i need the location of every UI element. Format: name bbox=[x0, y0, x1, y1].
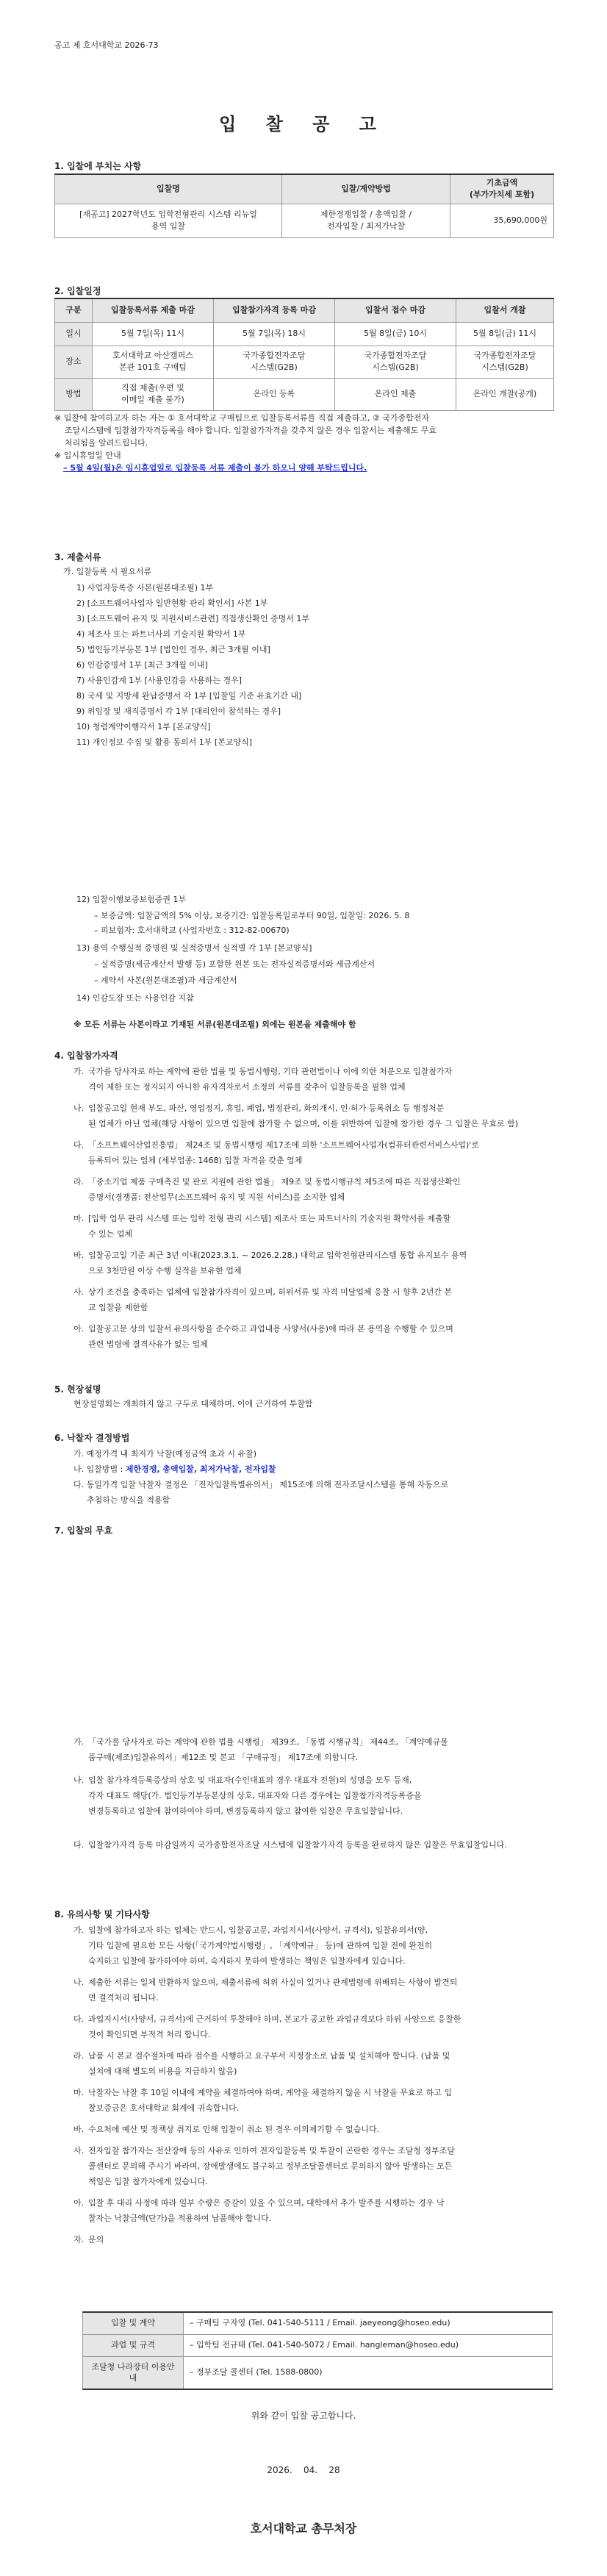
eligibility-line: 입찰공고일 기준 최근 3년 이내(2023.3.1. ~ 2026.2.28.) 대학교 입학전형관리시스템 통합 유지보수 용역 bbox=[88, 1251, 467, 1260]
schedule-note-line: ※ 입찰에 참여하고자 하는 자는 ① 호서대학교 구매팀으로 입찰등록서류를 직접 제출하고, ② 국가종합전자 bbox=[54, 413, 430, 423]
award-method-c1: 다. 동일가격 입찰 낙찰자 결정은 「전자입찰특별유의서」 제15조에 의해 전자조달시스템을 통해 자동으로 bbox=[73, 1480, 449, 1489]
required-doc-item: 5) 법인등기부등본 1부 [법인인 경우, 최근 3개월 이내] bbox=[76, 645, 270, 654]
invalid-bid-line: 변경등록하고 입찰에 참여하여야 하며, 변경등록하지 않고 참여한 입찰은 무효입찰입니다. bbox=[88, 1806, 403, 1816]
note-label: 마. bbox=[73, 2088, 85, 2097]
required-doc-item: 4) 제조사 또는 파트너사의 기술지원 확약서 1부 bbox=[76, 629, 246, 639]
sched-row-place bbox=[55, 346, 554, 378]
invalid-bid-label: 나. bbox=[73, 1775, 85, 1785]
award-method-b bbox=[73, 1464, 276, 1475]
invalid-bid-line: 입찰참가자격 등록 마감일까지 국가종합전자조달 시스템에 입찰참가자격 등록을 완료하지 않은 입찰은 무효입찰입니다. bbox=[88, 1840, 507, 1850]
site-briefing-text: 현장설명회는 개최하지 않고 구두로 대체하며, 이에 근거하여 투찰함 bbox=[73, 1399, 313, 1409]
note-label: 아. bbox=[73, 2198, 85, 2208]
sched-col-register: 입찰참가자격 등록 마감 bbox=[214, 298, 335, 322]
sched-open-method: 온라인 개찰(공개) bbox=[456, 378, 554, 410]
note-line: 낙찰자는 낙찰 후 10일 이내에 계약을 체결하여야 하며, 계약을 체결하지 않을 시 낙찰을 무효로 하고 입 bbox=[88, 2088, 452, 2097]
section-8-heading: 8. 유의사항 및 기타사항 bbox=[54, 1909, 150, 1920]
required-doc-item: – 보증금액: 입찰금액의 5% 이상, 보증기간: 입찰등록일로부터 90일, 입찰일: 2026. 5. 8 bbox=[94, 911, 410, 920]
required-doc-item: 6) 인감증명서 1부 [최근 3개월 이내] bbox=[76, 660, 208, 670]
invalid-bid-line: 입찰 참가자격등록증상의 상호 및 대표자(수인대표의 경우 대표자 전원)의 성명을 모두 등재, bbox=[88, 1775, 412, 1785]
eligibility-line: 「소프트웨어산업진흥법」 제24조 및 동법시행령 제17조에 의한 '소프트웨어사업자(컴퓨터관련서비스사업)'로 bbox=[88, 1140, 479, 1150]
required-doc-item: 11) 개인정보 수집 및 활용 동의서 1부 [본교양식] bbox=[76, 737, 252, 747]
method-l2: 전자입찰 / 최저가낙찰 bbox=[326, 221, 406, 231]
g2b-l1: 국가종합전자조달 bbox=[364, 351, 427, 361]
eligibility-line: 된 업체가 아닌 업체(해당 사항이 있으면 입찰에 참가할 수 없으며, 이를 위반하여 입찰에 참가한 경우 그 입찰은 무효로 함) bbox=[88, 1119, 519, 1128]
eligibility-line: 으로 3천만원 이상 수행 실적을 보유한 업체 bbox=[88, 1266, 242, 1276]
eligibility-line: [입학 업무 관리 시스템 또는 입학 전형 관리 시스템] 제조사 또는 파트너사의 기술지원 확약서를 제출할 bbox=[88, 1214, 451, 1223]
required-doc-item: 13) 용역 수행실적 증명원 및 실적증명서 실적별 각 1부 [본교양식] bbox=[76, 943, 312, 953]
note-line: 콜센터로 문의해 주시기 바라며, 장애발생에도 불구하고 정부조달콜센터로 문의하지 않아 발생하는 모든 bbox=[88, 2161, 453, 2171]
section-7-heading: 7. 입찰의 무효 bbox=[54, 1525, 113, 1536]
method-l1: 직접 제출(우편 및 bbox=[121, 383, 184, 393]
invalid-bid-label: 다. bbox=[73, 1840, 85, 1850]
bid-name-l2: 용역 입찰 bbox=[151, 221, 185, 231]
sched-label-place: 장소 bbox=[55, 346, 93, 378]
note-line: 입찰에 참가하고자 하는 업체는 반드시, 입찰공고문, 과업지시서(사양서, 규격서), 입찰유의서(양, bbox=[88, 1925, 428, 1935]
section-1-heading: 1. 입찰에 부치는 사항 bbox=[54, 161, 142, 171]
section-2-heading: 2. 입찰일정 bbox=[54, 286, 101, 296]
sched-col-open: 입찰서 개찰 bbox=[456, 298, 554, 322]
sched-register-method: 온라인 등록 bbox=[214, 378, 335, 410]
contact-value: – 입학팀 전규태 (Tel. 041-540-5072 / Email. hangleman@hoseo.edu) bbox=[184, 2334, 553, 2356]
note-line: 과업지시서(사양서, 규격서)에 근거하여 투찰해야 하며, 본교가 공고한 과업규격보다 하위 사양으로 응찰한 bbox=[88, 2014, 461, 2024]
required-doc-item: 9) 위임장 및 재직증명서 각 1부 [대리인이 참석하는 경우] bbox=[76, 706, 281, 716]
schedule-note-line: 처리됨을 알려드립니다. bbox=[65, 438, 148, 448]
notice-date: 2026. 04. 28 bbox=[267, 2465, 340, 2475]
sched-open-datetime: 5월 8일(금) 11시 bbox=[456, 322, 554, 346]
sched-open-place bbox=[456, 346, 554, 378]
notice-number: 공고 제 호서대학교 2026-73 bbox=[54, 40, 159, 50]
required-doc-item: 3) [소프트웨어 유지 및 지원서비스관련] 직접생산확인 증명서 1부 bbox=[76, 614, 309, 623]
eligibility-line: 수 있는 업체 bbox=[88, 1229, 133, 1239]
contact-row bbox=[83, 2334, 553, 2356]
sched-row-datetime bbox=[55, 322, 554, 346]
eligibility-line: 입찰공고문 상의 입찰서 유의사항을 준수하고 과업내용 사양서(사용)에 따라 본 용역을 수행할 수 있으며 bbox=[88, 1324, 453, 1334]
award-method-b-label: 나. 입찰방법 : bbox=[73, 1464, 123, 1474]
note-label: 사. bbox=[73, 2146, 85, 2155]
g2b-l1: 국가종합전자조달 bbox=[473, 351, 536, 361]
note-line: 기타 입찰에 필요한 모든 사항(「국가계약법시행령」, 「계약예규」 등)에 관하여 입찰 전에 완전히 bbox=[88, 1941, 433, 1950]
contact-value: – 정부조달 콜센터 (Tel. 1588-0800) bbox=[184, 2356, 553, 2389]
schedule-note-line: ※ 입시휴업일 안내 bbox=[54, 451, 121, 461]
holiday-warning: – 5월 4일(월)은 임시휴업일로 입찰등록 서류 제출이 불가 하오니 양해 부탁드립니다. bbox=[63, 463, 367, 473]
note-line: 전자입찰 참가자는 전산장애 등의 사유로 인하여 전자입찰등록 및 투찰이 곤란한 경우는 조달청 정부조달 bbox=[88, 2146, 455, 2155]
section-4-heading: 4. 입찰참가자격 bbox=[54, 1051, 118, 1061]
note-label: 가. bbox=[73, 1925, 85, 1935]
sched-col-docs: 입찰등록서류 제출 마감 bbox=[93, 298, 214, 322]
docs-final-note: ※ 모든 서류는 사본이라고 기재된 서류(원본대조필) 외에는 원본을 제출해야 함 bbox=[73, 1020, 356, 1029]
required-doc-item: 7) 사용인감계 1부 [사용인감을 사용하는 경우] bbox=[76, 676, 242, 685]
section-5-heading: 5. 현장설명 bbox=[54, 1384, 101, 1395]
required-doc-item: 1) 사업자등록증 사본(원본대조필) 1부 bbox=[76, 583, 214, 593]
sched-col-type: 구분 bbox=[55, 298, 93, 322]
sched-label-datetime: 일시 bbox=[55, 322, 93, 346]
award-method-a: 가. 예정가격 내 최저가 낙찰(예정금액 초과 시 유찰) bbox=[73, 1449, 257, 1459]
section-3-heading: 3. 제출서류 bbox=[54, 552, 101, 562]
note-label: 나. bbox=[73, 1978, 85, 1987]
sched-col-submit: 입찰서 접수 마감 bbox=[335, 298, 456, 322]
sched-submit-method: 온라인 제출 bbox=[335, 378, 456, 410]
col-base-amount-l2: (부가가치세 포함) bbox=[469, 190, 535, 200]
contact-label: 과업 및 규격 bbox=[83, 2334, 184, 2356]
contact-row bbox=[83, 2312, 553, 2334]
schedule-notes bbox=[54, 412, 554, 474]
eligibility-line: 상기 조건을 충족하는 업체에 입찰참가자격이 있으며, 허위서류 및 자격 미달업체 응찰 시 향후 2년간 본 bbox=[88, 1287, 453, 1297]
method-l2: 이메일 제출 불가) bbox=[121, 395, 184, 404]
required-doc-item: 10) 청렴계약이행각서 1부 [본교양식] bbox=[76, 722, 211, 731]
note-line: 숙지하고 입찰에 참가하여야 하며, 숙지하지 못하여 발생하는 책임은 입찰자에게 있습니다. bbox=[88, 1956, 406, 1966]
eligibility-line: 교 입찰을 제한함 bbox=[88, 1303, 148, 1312]
required-doc-item: – 실적증명(세금계산서 발행 등) 포함한 원본 또는 전자실적증명서와 세금계산서 bbox=[94, 959, 376, 969]
method-l1: 제한경쟁입찰 / 총액입찰 / bbox=[320, 210, 412, 220]
place-l2: 본관 101호 구매팀 bbox=[119, 362, 187, 372]
eligibility-label: 가. bbox=[73, 1067, 85, 1076]
col-bid-name: 입찰명 bbox=[55, 174, 282, 204]
eligibility-line: 격이 제한 또는 정지되지 아니한 유자격자로서 소정의 서류를 갖추어 입찰등록을 필한 업체 bbox=[88, 1082, 406, 1092]
schedule-note-line: 조달시스템에 입찰참가자격등록을 해야 합니다. 입찰참가자격을 갖추지 않은 경우 입찰서는 제출해도 무효 bbox=[65, 426, 437, 436]
note-line: 문의 bbox=[88, 2235, 104, 2244]
invalid-bid-label: 가. bbox=[73, 1737, 85, 1747]
note-line: 면 결격처리 됩니다. bbox=[88, 1993, 159, 2003]
g2b-l2: 시스템(G2B) bbox=[372, 362, 419, 372]
eligibility-label: 다. bbox=[73, 1140, 85, 1150]
col-base-amount bbox=[450, 174, 554, 204]
note-line: 납품 시 본교 검수절차에 따라 검수를 시행하고 요구부서 지정장소로 납품 및 설치해야 합니다. (납품 및 bbox=[88, 2051, 450, 2061]
section-6-heading: 6. 낙찰자 결정방법 bbox=[54, 1433, 130, 1443]
bid-items-table bbox=[54, 173, 554, 238]
eligibility-line: 관련 법령에 결격사유가 없는 업체 bbox=[88, 1339, 208, 1349]
contact-label: 입찰 및 계약 bbox=[83, 2312, 184, 2334]
sched-register-place bbox=[214, 346, 335, 378]
eligibility-line: 「중소기업 제품 구매촉진 및 판로 지원에 관한 법률」 제9조 및 동법시행규칙 제5조에 따른 직접생산확인 bbox=[88, 1177, 461, 1187]
required-doc-item: 2) [소프트웨어사업자 일반현황 관리 확인서] 사본 1부 bbox=[76, 598, 268, 608]
col-base-amount-l1: 기초금액 bbox=[486, 178, 518, 188]
note-line: 설치에 대해 별도의 비용을 지급하지 않음) bbox=[88, 2067, 237, 2076]
invalid-bid-line: 「국가를 당사자로 하는 계약에 관한 법률 시행령」 제39조, 「동법 시행규칙」 제44조, 「계약예규물 bbox=[88, 1737, 448, 1747]
g2b-l1: 국가종합전자조달 bbox=[243, 351, 306, 361]
schedule-table bbox=[54, 298, 554, 411]
contact-table bbox=[82, 2311, 553, 2390]
contract-method-cell bbox=[282, 204, 450, 237]
sched-submit-datetime: 5월 8일(금) 10시 bbox=[335, 322, 456, 346]
note-line: 수요처에 예산 및 정책상 취지로 인해 입찰이 취소 된 경우 이의제기할 수 없습니다. bbox=[88, 2125, 380, 2134]
sched-register-datetime: 5월 7일(목) 18시 bbox=[214, 322, 335, 346]
eligibility-label: 라. bbox=[73, 1177, 85, 1187]
sched-label-method: 방법 bbox=[55, 378, 93, 410]
bid-name-l1: [재공고] 2027학년도 입학전형관리 시스템 리뉴얼 bbox=[79, 210, 257, 220]
required-doc-item: 14) 인감도장 또는 사용인감 지참 bbox=[76, 993, 194, 1003]
note-label: 자. bbox=[73, 2235, 85, 2244]
note-line: 찰보증금은 호서대학교 회계에 귀속합니다. bbox=[88, 2103, 240, 2113]
note-label: 바. bbox=[73, 2125, 85, 2134]
eligibility-label: 나. bbox=[73, 1103, 85, 1113]
eligibility-line: 등록되어 있는 업체 (세부업종: 1468) 입찰 자격을 갖춘 업체 bbox=[88, 1156, 303, 1165]
g2b-l2: 시스템(G2B) bbox=[251, 362, 298, 372]
contact-row bbox=[83, 2356, 553, 2389]
note-label: 다. bbox=[73, 2014, 85, 2024]
signature: 호서대학교 총무처장 bbox=[250, 2522, 357, 2536]
invalid-bid-line: 품구매(제조)입찰유의서」제12조 및 본교 「구매규정」 제17조에 의함니다. bbox=[88, 1753, 358, 1762]
page-title: 입 찰 공 고 bbox=[219, 114, 388, 135]
required-doc-item: 8) 국세 및 지방세 완납증명서 각 1부 [입찰일 기준 유효기간 내] bbox=[76, 691, 302, 701]
eligibility-label: 아. bbox=[73, 1324, 85, 1334]
bid-name-cell bbox=[55, 204, 282, 237]
eligibility-label: 마. bbox=[73, 1214, 85, 1223]
g2b-l2: 시스템(G2B) bbox=[481, 362, 528, 372]
required-doc-item: 12) 입찰이행보증보험증권 1부 bbox=[76, 895, 187, 904]
note-line: 책임은 입찰 참가자에게 있습니다. bbox=[88, 2177, 208, 2186]
award-method-c2: 추첨하는 방식을 적용함 bbox=[87, 1495, 170, 1505]
award-method-b-value: 제한경쟁, 총액입찰, 최저가낙찰, 전자입찰 bbox=[125, 1464, 276, 1474]
eligibility-line: 입찰공고일 현재 부도, 파산, 영업정지, 휴업, 폐업, 법정관리, 화의개시, 인·허가 등록취소 등 행정처분 bbox=[88, 1103, 445, 1113]
eligibility-line: 증명서(경쟁품: 전산업무(소프트웨어 유지 및 지원 서비스)를 소지한 업체 bbox=[88, 1192, 345, 1202]
contact-value: – 구매팀 구자영 (Tel. 041-540-5111 / Email. jaeyeong@hoseo.edu) bbox=[184, 2312, 553, 2334]
eligibility-line: 국가를 당사자로 하는 계약에 관한 법률 및 동법시행령, 기타 관련법이나 이에 의한 처분으로 입찰참가자 bbox=[88, 1067, 453, 1076]
note-label: 라. bbox=[73, 2051, 85, 2061]
section-3-sub: 가. 입찰등록 시 필요서류 bbox=[63, 567, 152, 576]
sched-docs-datetime: 5월 7일(목) 11시 bbox=[93, 322, 214, 346]
note-line: 입찰 후 대리 사정에 따라 일부 수량은 증감이 있을 수 있으며, 대학에서 추가 발주를 시행하는 경우 낙 bbox=[88, 2198, 445, 2208]
required-doc-item: – 계약서 사본(원본대조필)과 세금계산서 bbox=[94, 976, 237, 985]
col-contract-method: 입찰/계약방법 bbox=[282, 174, 450, 204]
sched-row-method bbox=[55, 378, 554, 410]
place-l1: 호서대학교 아산캠퍼스 bbox=[112, 351, 193, 361]
note-line: 제출한 서류는 일체 반환하지 않으며, 제출서류에 허위 사실이 있거나 관계법령에 위배되는 사항이 발견되 bbox=[88, 1978, 458, 1987]
note-line: 찰자는 낙찰금액(단가)을 적용하여 납품해야 합니다. bbox=[88, 2214, 272, 2223]
sched-submit-place bbox=[335, 346, 456, 378]
sched-docs-method bbox=[93, 378, 214, 410]
closing-text: 위와 같이 입찰 공고합니다. bbox=[251, 2411, 356, 2421]
contact-label: 조달청 나라장터 이용안내 bbox=[83, 2356, 184, 2389]
base-amount-cell: 35,690,000원 bbox=[450, 204, 554, 237]
required-doc-item: – 피보험자: 호서대학교 (사업자번호 : 312-82-00670) bbox=[94, 926, 290, 935]
sched-docs-place bbox=[93, 346, 214, 378]
invalid-bid-line: 각자 대표도 해당(가. 법인등기부등본상의 상호, 대표자와 다른 경우에는 입찰참가자격등록증을 bbox=[88, 1791, 422, 1800]
eligibility-label: 사. bbox=[73, 1287, 85, 1297]
eligibility-label: 바. bbox=[73, 1251, 85, 1260]
note-line: 것이 확인되면 부적격 처리 합니다. bbox=[88, 2030, 211, 2039]
